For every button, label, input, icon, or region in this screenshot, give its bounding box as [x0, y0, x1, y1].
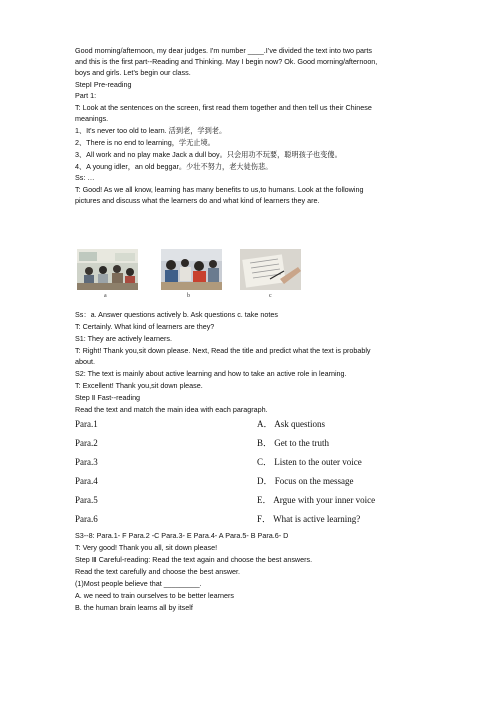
student-1-answer: S1: They are actively learners.	[75, 334, 172, 343]
para-label: Para.1	[75, 419, 98, 429]
matching-row	[75, 475, 405, 487]
main-idea: D． Focus on the message	[257, 476, 354, 486]
saying-1: 1、It's never too old to learn. 活到老，学到老。	[75, 126, 227, 135]
match-answers: S3--8: Para.1- F Para.2 -C Para.3- E Para.4- A Para.5- B Para.6- D	[75, 531, 289, 540]
photo-c-caption: c	[269, 293, 272, 299]
matching-row	[75, 418, 405, 430]
saying-3: 3、All work and no play make Jack a dull boy。只会用功不玩要，聪明孩子也变傻。	[75, 150, 342, 159]
classroom-photos	[77, 249, 307, 304]
teacher-question: T: Certainly. What kind of learners are they?	[75, 322, 215, 331]
intro-line-2: and this is the first part--Reading and Thinking. May I begin now? Ok. Good morning/afternoon,	[75, 57, 378, 66]
step3-heading: Step Ⅲ Careful-reading: Read the text again and choose the best answers.	[75, 555, 313, 564]
matching-row	[75, 513, 405, 525]
intro-line-3: boys and girls. Let’s begin our class.	[75, 68, 191, 77]
step3-instruction: Read the text carefully and choose the best answer.	[75, 567, 241, 576]
photo-c	[240, 249, 301, 290]
teacher-line-cont: meanings.	[75, 114, 109, 123]
students-reply: Ss: …	[75, 173, 95, 182]
para-label: Para.6	[75, 514, 98, 524]
step2-instruction: Read the text and match the main idea with each paragraph.	[75, 405, 268, 414]
question-1: (1)Most people believe that _________.	[75, 579, 202, 588]
option-b: B. the human brain learns all by itself	[75, 603, 193, 612]
teacher-thanks: T: Very good! Thank you all, sit down please!	[75, 543, 218, 552]
step2-heading: Step Ⅱ Fast--reading	[75, 393, 141, 402]
teacher-line: T: Look at the sentences on the screen, first read them together and then tell us their Chinese	[75, 103, 372, 112]
photo-a-caption: a	[104, 293, 107, 299]
matching-row	[75, 456, 405, 468]
saying-2: 2、There is no end to learning，学无止境。	[75, 138, 215, 147]
para-label: Para.5	[75, 495, 98, 505]
teacher-line-2-cont: pictures and discuss what the learners do and what kind of learners they are.	[75, 196, 320, 205]
para-label: Para.3	[75, 457, 98, 467]
main-idea: A． Ask questions	[257, 419, 326, 429]
teacher-praise: T: Excellent! Thank you,sit down please.	[75, 381, 203, 390]
photo-b	[161, 249, 222, 290]
main-idea: C． Listen to the outer voice	[257, 457, 362, 467]
main-idea: E． Argue with your inner voice	[257, 495, 376, 505]
students-answer: Ss：a. Answer questions actively b. Ask questions c. take notes	[75, 310, 278, 319]
photo-b-caption: b	[187, 293, 190, 299]
teacher-line-2: T: Good! As we all know, learning has many benefits to us,to humans. Look at the following	[75, 185, 364, 194]
main-idea: B． Get to the truth	[257, 438, 329, 448]
student-2-answer: S2: The text is mainly about active learning and how to take an active role in learning.	[75, 369, 347, 378]
teacher-prompt-cont: about.	[75, 357, 95, 366]
option-a: A. we need to train ourselves to be better learners	[75, 591, 235, 600]
main-idea: F． What is active learning?	[257, 514, 361, 524]
step1-heading: StepⅠ Pre-reading	[75, 80, 132, 89]
intro-line-1: Good morning/afternoon, my dear judges. I'm number ____.I’ve divided the text into two parts	[75, 46, 373, 55]
saying-4: 4、A young idler，an old beggar。少壮不努力，老大徒伤悲。	[75, 162, 273, 171]
para-label: Para.4	[75, 476, 98, 486]
teacher-prompt: T: Right! Thank you,sit down please. Next, Read the title and predict what the text is probably	[75, 346, 371, 355]
matching-row	[75, 494, 405, 506]
part-1-label: Part 1:	[75, 91, 97, 100]
matching-row	[75, 437, 405, 449]
para-label: Para.2	[75, 438, 98, 448]
photo-a	[77, 249, 138, 290]
